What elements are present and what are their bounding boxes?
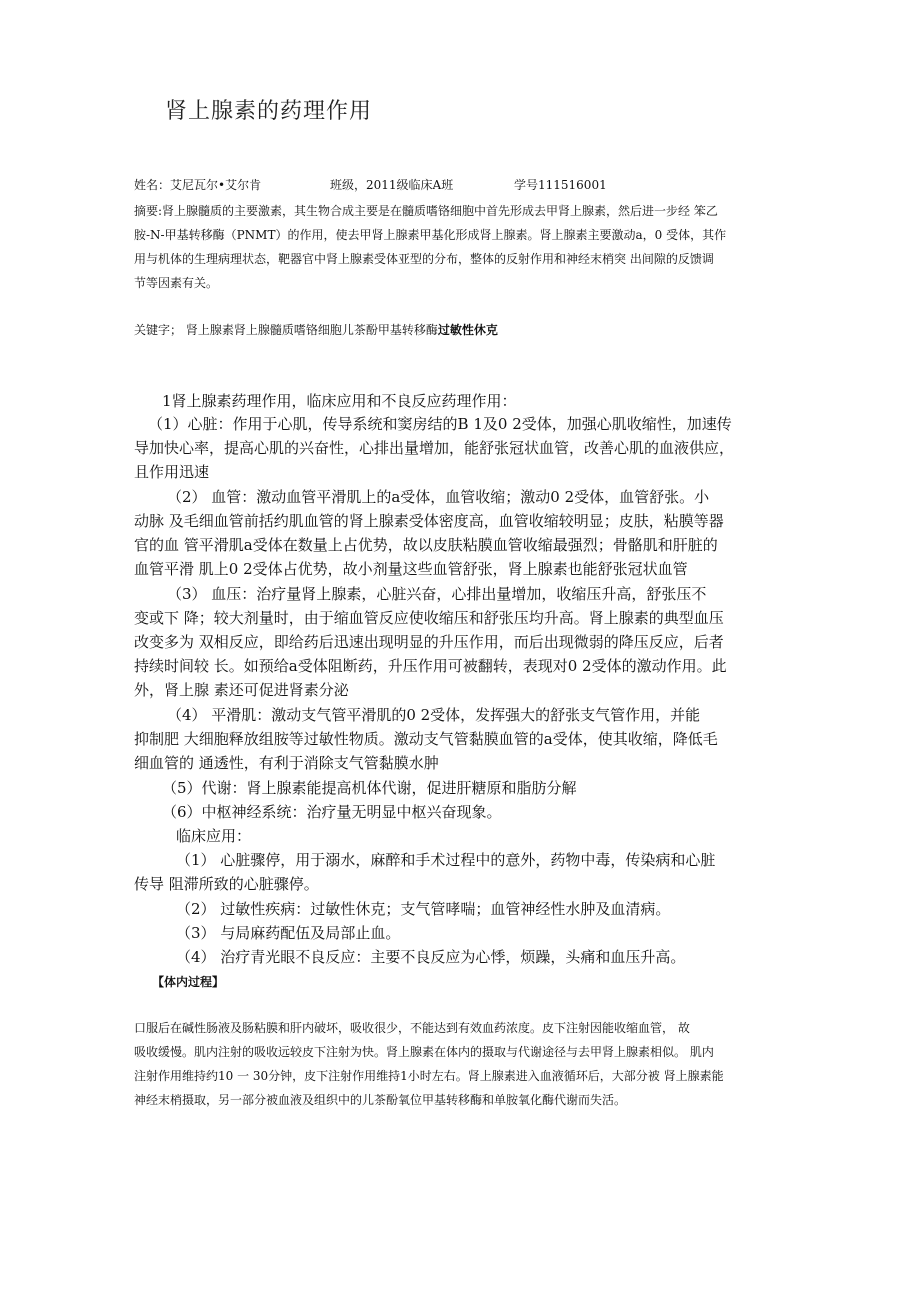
clinical-1-line: 传导 阻滞所致的心脏骤停。 (134, 875, 319, 893)
clinical-1-paragraph (134, 848, 794, 896)
author-class: 班级，2011级临床A班 (330, 178, 454, 192)
pressure-line: 外，肾上腺 素还可促进肾素分泌 (134, 681, 349, 699)
pressure-line: 持续时间较 长。如预给a受体阻断药，升压作用可被翻转，表现对0 2受体的激动作用。此 (134, 657, 727, 675)
pressure-paragraph (134, 582, 794, 702)
vessel-line: 动脉 及毛细血管前括约肌血管的肾上腺素受体密度高，血管收缩较明显；皮肤，粘膜等器 (134, 512, 724, 530)
in-vivo-line: 注射作用维持约10 一 30分钟，皮下注射作用维持1小时左右。肾上腺素进入血液循环后，大部分被 肾上腺素能 (134, 1069, 724, 1083)
clinical-label: 临床应用： (176, 827, 252, 845)
abstract-line: 胺-N-甲基转移酶（PNMT）的作用，使去甲肾上腺素甲基化形成肾上腺素。肾上腺素主要激动a，0 受体，其作 (134, 228, 727, 242)
clinical-2-line: （2） 过敏性疾病：过敏性休克；支气管哮喘；血管神经性水肿及血清病。 (176, 900, 671, 918)
abstract-line: 节等因素有关。 (134, 276, 219, 290)
pressure-line: （3） 血压：治疗量肾上腺素，心脏兴奋，心排出量增加，收缩压升高，舒张压不 (167, 585, 707, 603)
abstract-line: 摘要:肾上腺髓质的主要激素，其生物合成主要是在髓质嗜铬细胞中首先形成去甲肾上腺素，然后进一步经 笨乙 (134, 204, 718, 218)
vessel-line: 官的血 管平滑肌a受体在数量上占优势，故以皮肤粘膜血管收缩最强烈；骨骼肌和肝脏的 (134, 536, 718, 554)
page-title: 肾上腺素的药理作用 (165, 99, 373, 124)
author-name: 姓名：艾尼瓦尔•艾尔肯 (134, 178, 262, 192)
heart-paragraph (134, 412, 794, 484)
smooth-muscle-paragraph (134, 703, 794, 775)
vessel-line: （2） 血管：激动血管平滑肌上的a受体，血管收缩；激动0 2受体，血管舒张。小 (167, 488, 710, 506)
abstract-line: 用与机体的生理病理状态，靶器官中肾上腺素受体亚型的分布，整体的反射作用和神经末梢突 出间隙的反馈调 (134, 252, 714, 266)
smooth-line: 抑制肥 大细胞释放组胺等过敏性物质。激动支气管黏膜血管的a受体，使其收缩，降低毛 (134, 730, 718, 748)
student-id: 学号111516001 (514, 178, 607, 192)
pressure-line: 改变多为 双相反应，即给药后迅速出现明显的升压作用，而后出现微弱的降压反应，后者 (134, 633, 724, 651)
vessel-line: 血管平滑 肌上0 2受体占优势，故小剂量这些血管舒张，肾上腺素也能舒张冠状血管 (134, 560, 688, 578)
pressure-line: 变或下 降；较大剂量时，由于缩血管反应使收缩压和舒张压均升高。肾上腺素的典型血压 (134, 609, 724, 627)
smooth-line: 细血管的 通透性，有利于消除支气管黏膜水肿 (134, 754, 439, 772)
clinical-4-line: （4） 治疗青光眼不良反应：主要不良反应为心悸，烦躁，头痛和血压升高。 (176, 948, 686, 966)
keywords (134, 321, 834, 338)
abstract (134, 199, 800, 295)
in-vivo-line: 神经末梢摄取，另一部分被血液及组织中的儿茶酚氧位甲基转移酶和单胺氧化酶代谢而失活。 (134, 1093, 627, 1107)
keywords-bold: 过敏性休克 (437, 323, 498, 337)
heart-line: 导加快心率，提高心肌的兴奋性，心排出量增加，能舒张冠状血管，改善心肌的血液供应， (134, 439, 735, 457)
clinical-3-line: （3） 与局麻药配伍及局部止血。 (176, 924, 401, 942)
in-vivo-line: 吸收缓慢。肌内注射的吸收远较皮下注射为快。肾上腺素在体内的摄取与代谢途径与去甲肾上腺素相似。 肌内 (134, 1045, 714, 1059)
keywords-label: 关键字； (134, 323, 183, 337)
in-vivo-label: 【体内过程】 (152, 975, 225, 989)
heart-line: （1）心脏：作用于心肌，传导系统和窦房结的B 1及0 2受体，加强心肌收缩性，加速传 (148, 415, 732, 433)
heart-line: 且作用迅速 (134, 463, 210, 481)
in-vivo-paragraph (134, 1016, 802, 1112)
in-vivo-line: 口服后在碱性肠液及肠粘膜和肝内破坏，吸收很少，不能达到有效血药浓度。皮下注射因能收缩血管， 故 (134, 1021, 690, 1035)
section-heading: 1肾上腺素药理作用，临床应用和不良反应药理作用： (162, 392, 517, 410)
clinical-1-line: （1） 心脏骤停，用于溺水，麻醉和手术过程中的意外，药物中毒，传染病和心脏 (176, 851, 716, 869)
keywords-normal: 肾上腺素肾上腺髓质嗜铬细胞儿茶酚甲基转移酶 (185, 323, 438, 337)
smooth-line: （4） 平滑肌：激动支气管平滑肌的0 2受体，发挥强大的舒张支气管作用，并能 (167, 706, 701, 724)
metabolism-line: （5）代谢：肾上腺素能提高机体代谢，促进肝糖原和脂肪分解 (162, 779, 577, 797)
cns-line: （6）中枢神经系统：治疗量无明显中枢兴奋现象。 (162, 803, 502, 821)
vessel-paragraph (134, 485, 794, 581)
